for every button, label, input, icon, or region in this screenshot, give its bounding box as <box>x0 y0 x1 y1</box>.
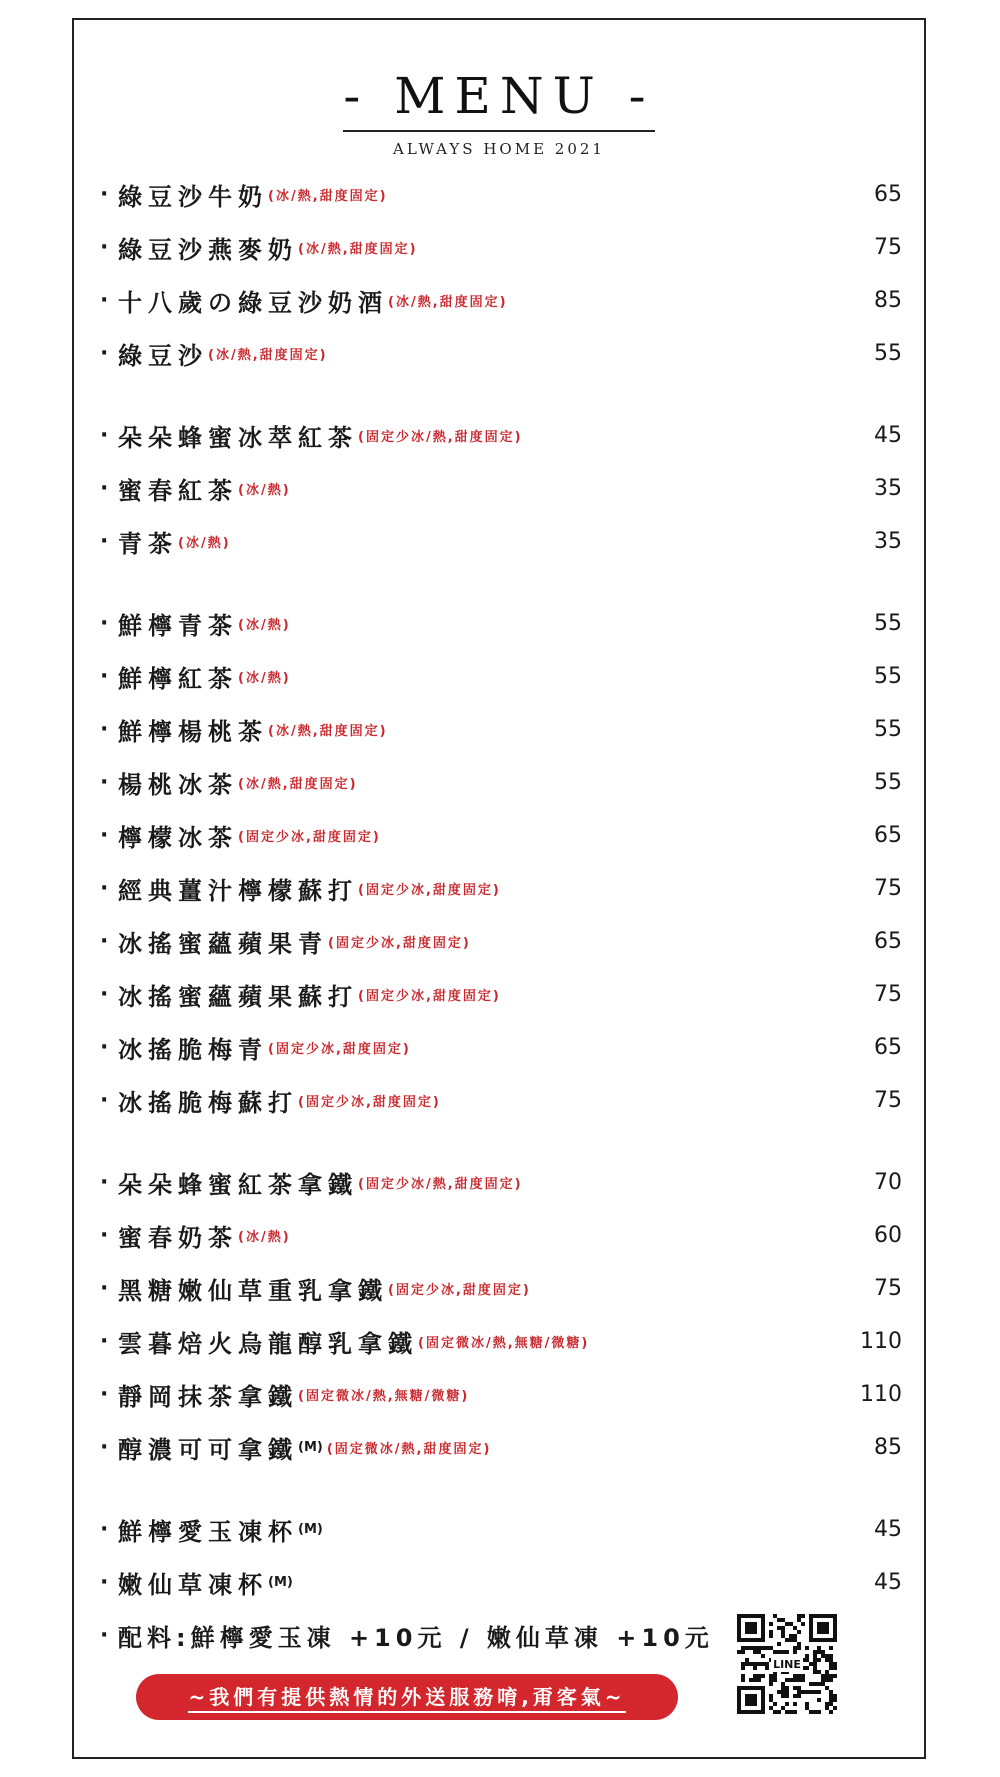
item-note: (固定少冰,甜度固定) <box>238 830 381 845</box>
menu-item <box>100 1421 902 1474</box>
item-size: (M) <box>298 1522 323 1537</box>
item-price: 55 <box>874 770 902 795</box>
menu-section <box>100 1156 902 1474</box>
bullet: · <box>100 1170 109 1195</box>
bullet: · <box>100 770 109 795</box>
menu-item <box>100 968 902 1021</box>
menu-item <box>100 221 902 274</box>
bullet: · <box>100 476 109 501</box>
item-name: 朵朵蜂蜜冰萃紅茶 <box>118 424 358 452</box>
item-name: 十八歲の綠豆沙奶酒 <box>118 289 388 317</box>
item-name: 嫩仙草凍杯 <box>118 1571 268 1599</box>
menu-section <box>100 409 902 568</box>
item-price: 110 <box>860 1382 902 1407</box>
item-name: 綠豆沙燕麥奶 <box>118 236 298 264</box>
bullet: · <box>100 423 109 448</box>
item-note: (固定微冰/熱,甜度固定) <box>326 1442 492 1457</box>
menu-item <box>100 862 902 915</box>
item-note: (固定少冰,甜度固定) <box>358 989 501 1004</box>
item-price: 75 <box>874 235 902 260</box>
item-note: (冰/熱,甜度固定) <box>268 189 388 204</box>
item-name: 冰搖脆梅青 <box>118 1036 268 1064</box>
item-name: 朵朵蜂蜜紅茶拿鐵 <box>118 1171 358 1199</box>
menu-item <box>100 462 902 515</box>
item-size: (M) <box>298 1440 323 1455</box>
item-price: 35 <box>874 529 902 554</box>
menu-item <box>100 1368 902 1421</box>
bullet: · <box>100 1035 109 1060</box>
item-name: 鮮檸愛玉凍杯 <box>118 1518 298 1546</box>
item-note: (固定少冰/熱,甜度固定) <box>358 1177 523 1192</box>
item-price: 35 <box>874 476 902 501</box>
item-name: 綠豆沙牛奶 <box>118 183 268 211</box>
menu-section <box>100 597 902 1127</box>
item-name: 冰搖蜜蘊蘋果蘇打 <box>118 983 358 1011</box>
item-price: 65 <box>874 929 902 954</box>
bullet: · <box>100 288 109 313</box>
qr-label: LINE <box>773 1658 801 1671</box>
menu-item <box>100 650 902 703</box>
item-price: 60 <box>874 1223 902 1248</box>
item-note: (固定少冰,甜度固定) <box>298 1095 441 1110</box>
menu-item <box>100 1021 902 1074</box>
bullet: · <box>100 1382 109 1407</box>
bullet: · <box>100 664 109 689</box>
bullet: · <box>100 823 109 848</box>
item-note: (冰/熱,甜度固定) <box>268 724 388 739</box>
addon-text: 配料:鮮檸愛玉凍 +10元 / 嫩仙草凍 +10元 <box>118 1624 714 1652</box>
menu-item <box>100 915 902 968</box>
item-name: 冰搖蜜蘊蘋果青 <box>118 930 328 958</box>
menu-item <box>100 274 902 327</box>
item-note: (固定少冰,甜度固定) <box>268 1042 411 1057</box>
item-price: 65 <box>874 1035 902 1060</box>
bullet: · <box>100 1435 109 1460</box>
item-name: 靜岡抹茶拿鐵 <box>118 1383 298 1411</box>
item-price: 110 <box>860 1329 902 1354</box>
item-price: 55 <box>874 611 902 636</box>
item-note: (固定少冰/熱,甜度固定) <box>358 430 523 445</box>
bullet: · <box>100 1570 109 1595</box>
menu-item <box>100 168 902 221</box>
item-name: 蜜春紅茶 <box>118 477 238 505</box>
item-note: (冰/熱,甜度固定) <box>298 242 418 257</box>
bullet: · <box>100 529 109 554</box>
menu-subtitle: ALWAYS HOME 2021 <box>393 140 605 158</box>
menu-item <box>100 409 902 462</box>
bullet: · <box>100 182 109 207</box>
item-note: (冰/熱,甜度固定) <box>208 348 328 363</box>
item-price: 45 <box>874 1570 902 1595</box>
menu-item <box>100 1556 902 1609</box>
item-note: (冰/熱) <box>238 671 291 686</box>
delivery-banner-text: ~我們有提供熱情的外送服務唷,甭客氣~ <box>188 1681 625 1713</box>
item-price: 70 <box>874 1170 902 1195</box>
bullet: · <box>100 982 109 1007</box>
item-note: (冰/熱) <box>238 483 291 498</box>
menu-title: - MENU - <box>343 68 654 132</box>
menu-item <box>100 703 902 756</box>
item-price: 75 <box>874 1088 902 1113</box>
menu-item <box>100 597 902 650</box>
item-name: 鮮檸紅茶 <box>118 665 238 693</box>
menu-header <box>74 68 924 158</box>
line-qr-code-icon[interactable] <box>737 1614 837 1714</box>
item-note: (冰/熱,甜度固定) <box>238 777 358 792</box>
menu-item <box>100 1503 902 1556</box>
item-price: 45 <box>874 423 902 448</box>
menu-section <box>100 168 902 380</box>
bullet: · <box>100 1223 109 1248</box>
bullet: · <box>100 1329 109 1354</box>
item-price: 45 <box>874 1517 902 1542</box>
item-name: 鮮檸青茶 <box>118 612 238 640</box>
item-price: 75 <box>874 1276 902 1301</box>
item-name: 綠豆沙 <box>118 342 208 370</box>
item-price: 55 <box>874 341 902 366</box>
bullet: · <box>100 1088 109 1113</box>
item-price: 85 <box>874 1435 902 1460</box>
item-price: 65 <box>874 823 902 848</box>
item-note: (冰/熱) <box>178 536 231 551</box>
bullet: · <box>100 929 109 954</box>
item-name: 蜜春奶茶 <box>118 1224 238 1252</box>
item-name: 楊桃冰茶 <box>118 771 238 799</box>
item-name: 冰搖脆梅蘇打 <box>118 1089 298 1117</box>
bullet: · <box>100 717 109 742</box>
item-note: (冰/熱) <box>238 1230 291 1245</box>
item-name: 醇濃可可拿鐵 <box>118 1436 298 1464</box>
item-name: 青茶 <box>118 530 178 558</box>
bullet: · <box>100 235 109 260</box>
item-price: 65 <box>874 182 902 207</box>
item-price: 55 <box>874 664 902 689</box>
item-price: 75 <box>874 982 902 1007</box>
delivery-banner <box>136 1674 678 1720</box>
menu-item <box>100 1156 902 1209</box>
item-note: (固定少冰,甜度固定) <box>358 883 501 898</box>
item-price: 55 <box>874 717 902 742</box>
item-name: 經典薑汁檸檬蘇打 <box>118 877 358 905</box>
item-note: (固定少冰,甜度固定) <box>328 936 471 951</box>
item-note: (固定微冰/熱,無糖/微糖) <box>298 1389 470 1404</box>
item-price: 75 <box>874 876 902 901</box>
item-note: (冰/熱,甜度固定) <box>388 295 508 310</box>
item-price: 85 <box>874 288 902 313</box>
item-note: (固定少冰,甜度固定) <box>388 1283 531 1298</box>
item-note: (固定微冰/熱,無糖/微糖) <box>418 1336 590 1351</box>
menu-item <box>100 515 902 568</box>
menu-item <box>100 1315 902 1368</box>
item-name: 檸檬冰茶 <box>118 824 238 852</box>
item-note: (冰/熱) <box>238 618 291 633</box>
bullet: · <box>100 876 109 901</box>
menu-item <box>100 809 902 862</box>
bullet: · <box>100 611 109 636</box>
item-name: 雲暮焙火烏龍醇乳拿鐵 <box>118 1330 418 1358</box>
item-size: (M) <box>268 1575 293 1590</box>
menu-item <box>100 756 902 809</box>
bullet: · <box>100 1623 109 1648</box>
menu-item <box>100 1209 902 1262</box>
menu-list <box>100 168 902 1662</box>
bullet: · <box>100 1517 109 1542</box>
menu-item <box>100 327 902 380</box>
item-name: 黑糖嫩仙草重乳拿鐵 <box>118 1277 388 1305</box>
bullet: · <box>100 1276 109 1301</box>
bullet: · <box>100 341 109 366</box>
menu-item <box>100 1074 902 1127</box>
menu-item <box>100 1262 902 1315</box>
item-name: 鮮檸楊桃茶 <box>118 718 268 746</box>
